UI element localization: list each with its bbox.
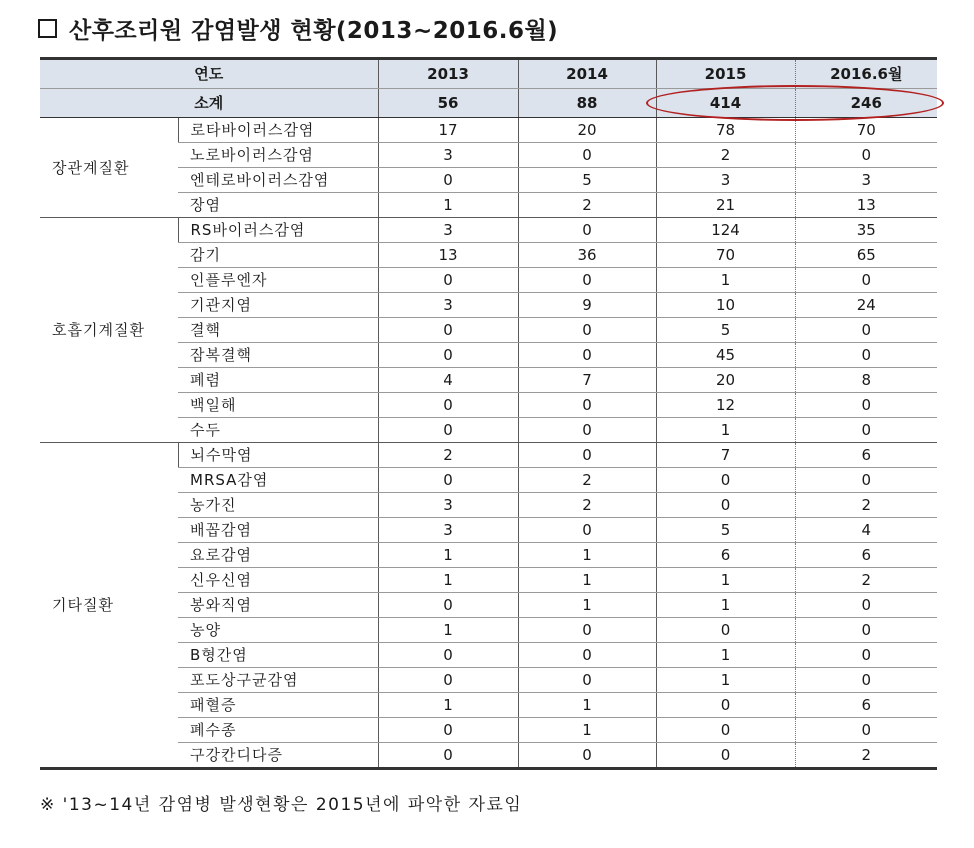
value-cell: 0 (795, 143, 937, 168)
item-name-cell: 농가진 (178, 493, 378, 518)
value-cell: 17 (378, 118, 518, 143)
value-cell: 13 (795, 193, 937, 218)
value-cell: 0 (656, 468, 795, 493)
value-cell: 0 (518, 318, 656, 343)
value-cell: 0 (795, 718, 937, 743)
item-name-cell: 엔테로바이러스감염 (178, 168, 378, 193)
value-cell: 0 (378, 593, 518, 618)
value-cell: 0 (378, 268, 518, 293)
value-cell: 0 (378, 418, 518, 443)
item-name-cell: 백일해 (178, 393, 378, 418)
value-cell: 2 (656, 143, 795, 168)
value-cell: 2 (795, 743, 937, 769)
value-cell: 1 (656, 593, 795, 618)
subtotal-label: 소계 (40, 89, 378, 118)
value-cell: 5 (656, 318, 795, 343)
value-cell: 45 (656, 343, 795, 368)
value-cell: 0 (795, 593, 937, 618)
value-cell: 7 (518, 368, 656, 393)
value-cell: 5 (656, 518, 795, 543)
value-cell: 70 (656, 243, 795, 268)
value-cell: 6 (795, 443, 937, 468)
value-cell: 0 (795, 393, 937, 418)
value-cell: 0 (656, 493, 795, 518)
value-cell: 0 (518, 393, 656, 418)
year-2013: 2013 (378, 59, 518, 89)
value-cell: 1 (378, 693, 518, 718)
value-cell: 1 (656, 418, 795, 443)
value-cell: 1 (656, 643, 795, 668)
value-cell: 0 (795, 343, 937, 368)
item-name-cell: 노로바이러스감염 (178, 143, 378, 168)
value-cell: 3 (378, 293, 518, 318)
item-name-cell: 로타바이러스감염 (178, 118, 378, 143)
category-cell: 기타질환 (40, 443, 178, 769)
value-cell: 0 (378, 643, 518, 668)
value-cell: 20 (518, 118, 656, 143)
value-cell: 0 (518, 443, 656, 468)
item-name-cell: 배꼽감염 (178, 518, 378, 543)
value-cell: 1 (518, 593, 656, 618)
value-cell: 0 (795, 643, 937, 668)
year-2014: 2014 (518, 59, 656, 89)
item-name-cell: 포도상구균감염 (178, 668, 378, 693)
value-cell: 0 (795, 268, 937, 293)
value-cell: 2 (518, 193, 656, 218)
value-cell: 0 (378, 743, 518, 769)
item-name-cell: 결핵 (178, 318, 378, 343)
value-cell: 6 (656, 543, 795, 568)
value-cell: 3 (656, 168, 795, 193)
year-2015: 2015 (656, 59, 795, 89)
item-name-cell: MRSA감염 (178, 468, 378, 493)
value-cell: 1 (518, 568, 656, 593)
category-cell: 호흡기계질환 (40, 218, 178, 443)
value-cell: 1 (656, 568, 795, 593)
value-cell: 3 (378, 493, 518, 518)
item-name-cell: RS바이러스감염 (178, 218, 378, 243)
value-cell: 0 (795, 468, 937, 493)
value-cell: 9 (518, 293, 656, 318)
value-cell: 0 (518, 743, 656, 769)
value-cell: 35 (795, 218, 937, 243)
subtotal-2016: 246 (795, 89, 937, 118)
value-cell: 1 (378, 193, 518, 218)
value-cell: 6 (795, 543, 937, 568)
value-cell: 3 (378, 518, 518, 543)
value-cell: 0 (656, 618, 795, 643)
value-cell: 1 (378, 618, 518, 643)
value-cell: 2 (378, 443, 518, 468)
item-name-cell: B형간염 (178, 643, 378, 668)
subtotal-2014: 88 (518, 89, 656, 118)
value-cell: 3 (795, 168, 937, 193)
value-cell: 12 (656, 393, 795, 418)
value-cell: 4 (378, 368, 518, 393)
infection-table (40, 57, 937, 770)
item-name-cell: 인플루엔자 (178, 268, 378, 293)
item-name-cell: 패혈증 (178, 693, 378, 718)
value-cell: 24 (795, 293, 937, 318)
value-cell: 0 (795, 618, 937, 643)
value-cell: 2 (795, 493, 937, 518)
value-cell: 4 (795, 518, 937, 543)
item-name-cell: 잠복결핵 (178, 343, 378, 368)
value-cell: 0 (518, 618, 656, 643)
value-cell: 2 (518, 468, 656, 493)
item-name-cell: 구강칸디다증 (178, 743, 378, 769)
value-cell: 0 (378, 668, 518, 693)
item-name-cell: 폐수종 (178, 718, 378, 743)
value-cell: 36 (518, 243, 656, 268)
highlight-oval (646, 85, 944, 121)
table-row (40, 118, 937, 143)
value-cell: 0 (378, 318, 518, 343)
value-cell: 2 (518, 493, 656, 518)
item-name-cell: 폐렴 (178, 368, 378, 393)
value-cell: 13 (378, 243, 518, 268)
item-name-cell: 수두 (178, 418, 378, 443)
value-cell: 0 (795, 318, 937, 343)
checkbox-square-icon (38, 19, 57, 38)
title-text: 산후조리원 감염발생 현황(2013~2016.6월) (69, 17, 559, 44)
item-name-cell: 장염 (178, 193, 378, 218)
value-cell: 0 (795, 418, 937, 443)
value-cell: 0 (378, 343, 518, 368)
value-cell: 0 (378, 168, 518, 193)
value-cell: 0 (795, 668, 937, 693)
value-cell: 0 (378, 393, 518, 418)
year-header-row (40, 59, 937, 89)
item-name-cell: 기관지염 (178, 293, 378, 318)
value-cell: 1 (378, 568, 518, 593)
footnote: ※ '13~14년 감염병 발생현황은 2015년에 파악한 자료임 (40, 795, 523, 815)
value-cell: 0 (378, 468, 518, 493)
value-cell: 6 (795, 693, 937, 718)
value-cell: 5 (518, 168, 656, 193)
value-cell: 10 (656, 293, 795, 318)
item-name-cell: 뇌수막염 (178, 443, 378, 468)
value-cell: 21 (656, 193, 795, 218)
value-cell: 0 (518, 143, 656, 168)
value-cell: 0 (656, 693, 795, 718)
item-name-cell: 농양 (178, 618, 378, 643)
value-cell: 1 (656, 668, 795, 693)
item-name-cell: 요로감염 (178, 543, 378, 568)
value-cell: 0 (518, 218, 656, 243)
value-cell: 0 (656, 743, 795, 769)
item-name-cell: 신우신염 (178, 568, 378, 593)
value-cell: 2 (795, 568, 937, 593)
value-cell: 0 (518, 518, 656, 543)
subtotal-2013: 56 (378, 89, 518, 118)
year-2016: 2016.6월 (795, 59, 937, 89)
value-cell: 0 (518, 668, 656, 693)
value-cell: 1 (518, 693, 656, 718)
value-cell: 65 (795, 243, 937, 268)
item-name-cell: 봉와직염 (178, 593, 378, 618)
value-cell: 0 (518, 268, 656, 293)
value-cell: 7 (656, 443, 795, 468)
value-cell: 0 (656, 718, 795, 743)
value-cell: 0 (518, 643, 656, 668)
value-cell: 20 (656, 368, 795, 393)
value-cell: 1 (378, 543, 518, 568)
value-cell: 8 (795, 368, 937, 393)
value-cell: 0 (518, 418, 656, 443)
value-cell: 124 (656, 218, 795, 243)
value-cell: 78 (656, 118, 795, 143)
year-label: 연도 (40, 59, 378, 89)
value-cell: 0 (518, 343, 656, 368)
table-row (40, 443, 937, 468)
value-cell: 3 (378, 218, 518, 243)
value-cell: 1 (656, 268, 795, 293)
value-cell: 70 (795, 118, 937, 143)
value-cell: 1 (518, 718, 656, 743)
table-row (40, 218, 937, 243)
value-cell: 3 (378, 143, 518, 168)
item-name-cell: 감기 (178, 243, 378, 268)
value-cell: 1 (518, 543, 656, 568)
value-cell: 0 (378, 718, 518, 743)
subtotal-2015: 414 (656, 89, 795, 118)
page-title (38, 10, 558, 46)
category-cell: 장관계질환 (40, 118, 178, 218)
